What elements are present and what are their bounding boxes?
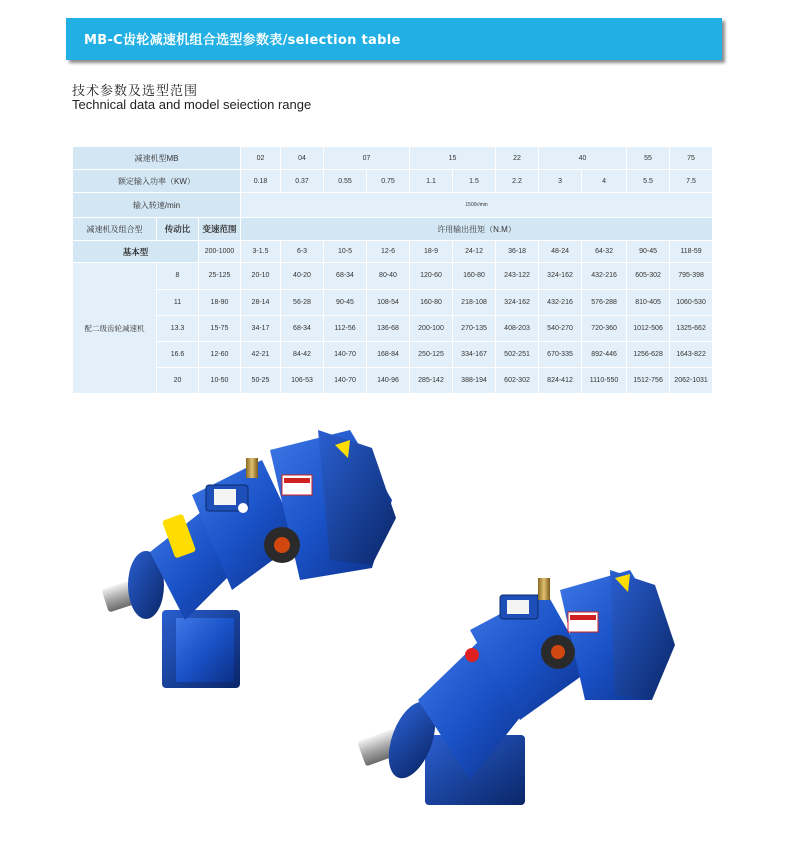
torque-cell: 80-40 <box>367 263 410 289</box>
torque-cell: 720-360 <box>582 315 627 341</box>
torque-cell: 12-6 <box>367 241 410 263</box>
torque-cell: 120-60 <box>410 263 453 289</box>
power-cell: 1.5 <box>453 170 496 193</box>
torque-cell: 10-5 <box>324 241 367 263</box>
torque-cell: 90-45 <box>324 289 367 315</box>
banner-title: MB-C齿轮减速机组合选型参数表/selection table <box>84 33 401 48</box>
speed-label: 输入转速/min <box>73 193 241 218</box>
basic-label: 基本型 <box>73 241 199 263</box>
torque-cell: 160-80 <box>410 289 453 315</box>
torque-cell: 6-3 <box>281 241 324 263</box>
power-cell: 4 <box>582 170 627 193</box>
torque-cell: 24-12 <box>453 241 496 263</box>
ratio-cell: 16.6 <box>157 341 199 367</box>
ratio-cell: 11 <box>157 289 199 315</box>
torque-cell: 140-70 <box>324 341 367 367</box>
torque-cell: 1256-628 <box>627 341 670 367</box>
torque-cell: 50-25 <box>241 367 281 393</box>
torque-cell: 824-412 <box>539 367 582 393</box>
torque-cell: 64-32 <box>582 241 627 263</box>
torque-cell: 106-53 <box>281 367 324 393</box>
torque-cell: 285-142 <box>410 367 453 393</box>
torque-cell: 605-302 <box>627 263 670 289</box>
model-label: 减速机型MB <box>73 147 241 170</box>
torque-cell: 250-125 <box>410 341 453 367</box>
torque-cell: 810-405 <box>627 289 670 315</box>
torque-cell: 136-68 <box>367 315 410 341</box>
range-cell: 12-60 <box>199 341 241 367</box>
torque-cell: 576-288 <box>582 289 627 315</box>
torque-cell: 243-122 <box>496 263 539 289</box>
torque-cell: 160-80 <box>453 263 496 289</box>
torque-cell: 90-45 <box>627 241 670 263</box>
torque-cell: 432-216 <box>582 263 627 289</box>
ratio-cell: 20 <box>157 367 199 393</box>
model-cell: 75 <box>670 147 713 170</box>
torque-cell: 84-42 <box>281 341 324 367</box>
power-cell: 1.1 <box>410 170 453 193</box>
torque-cell: 1325-662 <box>670 315 713 341</box>
power-cell: 5.5 <box>627 170 670 193</box>
section-heading-en: Technical data and model seiection range <box>72 97 312 112</box>
model-cell: 02 <box>241 147 281 170</box>
power-cell: 0.75 <box>367 170 410 193</box>
model-cell: 40 <box>539 147 627 170</box>
power-cell: 0.37 <box>281 170 324 193</box>
torque-cell: 118-59 <box>670 241 713 263</box>
power-cell: 2.2 <box>496 170 539 193</box>
torque-cell: 324-162 <box>496 289 539 315</box>
torque-cell: 108-54 <box>367 289 410 315</box>
gear-motor-right <box>357 570 675 805</box>
torque-cell: 42-21 <box>241 341 281 367</box>
torque-cell: 36-18 <box>496 241 539 263</box>
torque-cell: 40-20 <box>281 263 324 289</box>
ratio-label: 传动比 <box>157 218 199 241</box>
torque-cell: 1012-506 <box>627 315 670 341</box>
model-cell: 07 <box>324 147 410 170</box>
range-label: 变速范围 <box>199 218 241 241</box>
torque-cell: 388-194 <box>453 367 496 393</box>
model-cell: 15 <box>410 147 496 170</box>
range-cell: 15-75 <box>199 315 241 341</box>
torque-cell: 68-34 <box>281 315 324 341</box>
torque-cell: 334-167 <box>453 341 496 367</box>
torque-cell: 218-108 <box>453 289 496 315</box>
ratio-cell: 8 <box>157 263 199 289</box>
torque-cell: 1110-550 <box>582 367 627 393</box>
model-cell: 55 <box>627 147 670 170</box>
torque-cell: 140-96 <box>367 367 410 393</box>
combo-name: 配二级齿轮减速机 <box>73 263 157 394</box>
torque-cell: 1512-756 <box>627 367 670 393</box>
torque-cell: 20-10 <box>241 263 281 289</box>
section-heading-zh: 技术参数及选型范围 <box>72 84 199 99</box>
torque-cell: 56-28 <box>281 289 324 315</box>
torque-cell: 795-398 <box>670 263 713 289</box>
torque-cell: 1643-822 <box>670 341 713 367</box>
torque-cell: 18-9 <box>410 241 453 263</box>
range-cell: 10-50 <box>199 367 241 393</box>
torque-cell: 68-34 <box>324 263 367 289</box>
range-cell: 18-90 <box>199 289 241 315</box>
torque-label: 许用输出扭矩（N.M） <box>241 218 713 241</box>
power-label: 额定输入功率（KW） <box>73 170 241 193</box>
torque-cell: 140-70 <box>324 367 367 393</box>
torque-cell: 892-446 <box>582 341 627 367</box>
torque-cell: 540-270 <box>539 315 582 341</box>
power-cell: 0.18 <box>241 170 281 193</box>
torque-cell: 602-302 <box>496 367 539 393</box>
torque-cell: 112-56 <box>324 315 367 341</box>
torque-cell: 3-1.5 <box>241 241 281 263</box>
torque-cell: 270-135 <box>453 315 496 341</box>
speed-value: 1500r/min <box>241 193 713 218</box>
torque-cell: 432-216 <box>539 289 582 315</box>
torque-cell: 34-17 <box>241 315 281 341</box>
basic-range: 200-1000 <box>199 241 241 263</box>
torque-cell: 168-84 <box>367 341 410 367</box>
power-cell: 0.55 <box>324 170 367 193</box>
torque-cell: 200-100 <box>410 315 453 341</box>
range-cell: 25-125 <box>199 263 241 289</box>
torque-cell: 1060-530 <box>670 289 713 315</box>
torque-cell: 28-14 <box>241 289 281 315</box>
power-cell: 7.5 <box>670 170 713 193</box>
ratio-cell: 13.3 <box>157 315 199 341</box>
torque-cell: 502-251 <box>496 341 539 367</box>
torque-cell: 48-24 <box>539 241 582 263</box>
model-cell: 04 <box>281 147 324 170</box>
torque-cell: 2062-1031 <box>670 367 713 393</box>
gear-motor-left <box>101 430 396 688</box>
torque-cell: 408-203 <box>496 315 539 341</box>
power-cell: 3 <box>539 170 582 193</box>
torque-cell: 670-335 <box>539 341 582 367</box>
model-cell: 22 <box>496 147 539 170</box>
torque-cell: 324-162 <box>539 263 582 289</box>
combo-label: 减速机及组合型 <box>73 218 157 241</box>
